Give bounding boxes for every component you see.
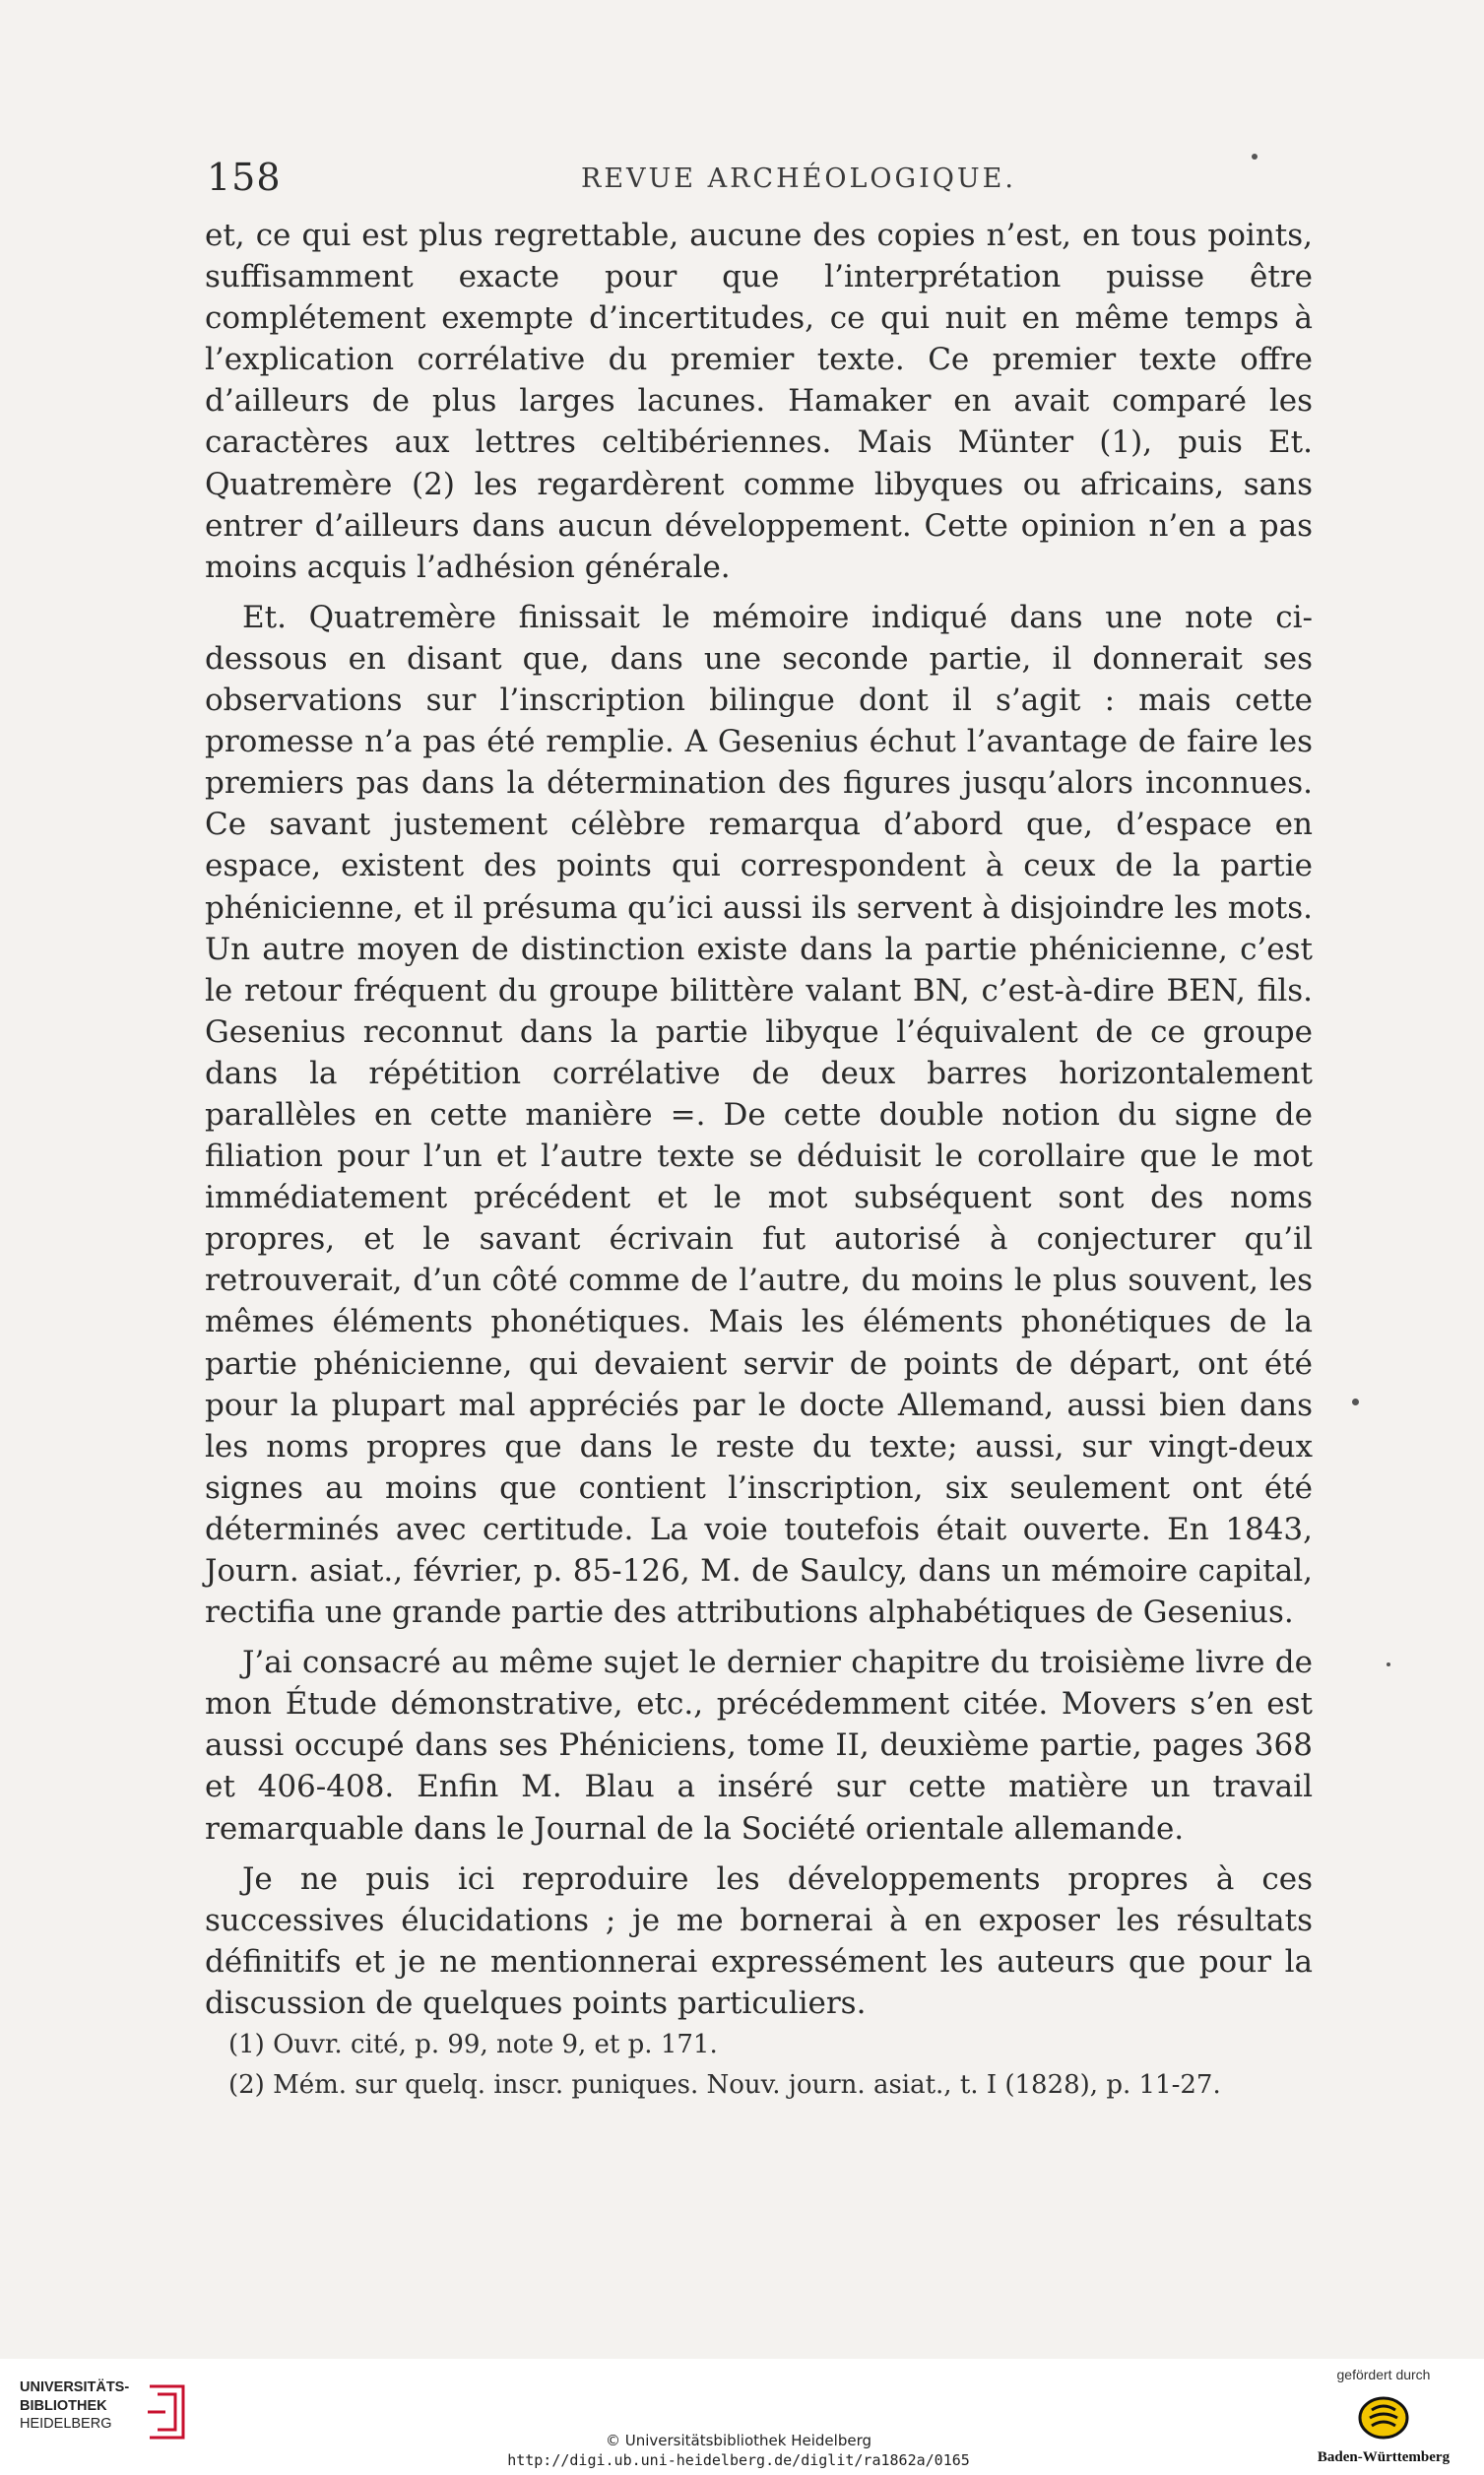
footnotes (228, 2025, 1312, 2106)
scan-speck (1352, 1399, 1359, 1405)
library-mark-icon (146, 2380, 189, 2443)
footnote: (2) Mém. sur quelq. inscr. puniques. Nouv. journ. asiat., t. I (1828), p. 11-27. (228, 2070, 1221, 2100)
body-text (205, 215, 1313, 2024)
paragraph: J’ai consacré au même sujet le dernier chapitre du troisième livre de mon Étude démonstrative, etc., précédemment citée. Movers s’en est aussi occupé dans ses Phéniciens, tome II, deuxième partie, pages 368 et 406-408. Enfin M. Blau a inséré sur cette matière un travail remarquable dans le Journal de la Société orientale allemande. (205, 1645, 1313, 1847)
running-head (207, 156, 1310, 205)
page-number: 158 (207, 156, 282, 199)
viewer-footer (0, 2359, 1484, 2475)
funding-region: Baden-Württemberg (1317, 2449, 1451, 2465)
paragraph: et, ce qui est plus regrettable, aucune des copies n’est, en tous points, suffisamment exacte pour que l’interprétation puisse être complétement exempte d’incertitudes, ce qui nuit en même temps à l’explication corrélative du premier texte. Ce premier texte offre d’ailleurs de plus larges lacunes. Hamaker en avait comparé les caractères aux lettres celtibériennes. Mais Münter (1), puis Et. Quatremère (2) les regardèrent comme libyques ou africains, sans entrer d’ailleurs dans aucun développement. Cette opinion n’en a pas moins acquis l’adhésion générale. (205, 218, 1313, 585)
scan-speck (1252, 154, 1258, 160)
library-logo[interactable] (20, 2378, 217, 2457)
funding-logo[interactable] (1300, 2367, 1477, 2473)
paragraph: Et. Quatremère finissait le mémoire indiqué dans une note ci-dessous en disant que, dans une seconde partie, il donnerait ses observations sur l’inscription bilingue dont il s’agit : mais cette promesse n’a pas été remplie. A Gesenius échut l’avantage de faire les premiers pas dans la détermination des figures jusqu’alors inconnues. Ce savant justement célèbre remarqua d’abord que, d’espace en espace, existent des points qui correspondent à ceux de la partie phénicienne, et il présuma qu’ici aussi ils servent à disjoindre les mots. Un autre moyen de distinction existe dans la partie phénicienne, c’est le retour fréquent du groupe bilittère valant BN, c’est-à-dire BEN, fils. Gesenius reconnut dans la partie libyque l’équivalent de ce groupe dans la répétition corrélative de deux barres horizontalement parallèles en cette manière =. De cette double notion du signe de filiation pour l’un et l’autre texte se déduisit le corollaire que le mot immédiatement précédent et le mot subséquent sont des noms propres, et le savant écrivain fut autorisé à conjecturer qu’il retrouverait, d’un côté comme de l’autre, du moins le plus souvent, les mêmes éléments phonétiques. Mais les éléments phonétiques de la partie phénicienne, qui devaient servir de points de départ, ont été pour la plupart mal appréciés par le docte Allemand, aussi bien dans les noms propres que dans le reste du texte; aussi, sur vingt-deux signes au moins que contient l’inscription, six seulement ont été déterminés avec certitude. La voie toutefois était ouverte. En 1843, Journ. asiat., février, p. 85-126, M. de Saulcy, dans un mémoire capital, rectifia une grande partie des attributions alphabétiques de Gesenius. (205, 599, 1313, 1631)
library-name-line: UNIVERSITÄTS- (20, 2379, 130, 2395)
copyright-notice: © Universitätsbibliothek Heidelberg (605, 2432, 871, 2449)
permalink[interactable]: http://digi.ub.uni-heidelberg.de/diglit/ra1862a/0165 (507, 2451, 970, 2469)
scan-speck (1387, 1662, 1390, 1666)
state-crest-icon (1356, 2390, 1411, 2445)
library-name (20, 2378, 158, 2434)
library-name-line: HEIDELBERG (20, 2416, 112, 2432)
funding-label: gefördert durch (1336, 2367, 1431, 2382)
journal-title: REVUE ARCHÉOLOGIQUE. (581, 163, 1016, 194)
paragraph: Je ne puis ici reproduire les développements propres à ces successives élucidations ; je me bornerai à en exposer les résultats définitifs et je ne mentionnerai expressément les auteurs que pour la discussion de quelques points particuliers. (205, 1860, 1313, 2021)
footnote: (1) Ouvr. cité, p. 99, note 9, et p. 171. (228, 2030, 718, 2059)
library-name-line: BIBLIOTHEK (20, 2397, 107, 2414)
